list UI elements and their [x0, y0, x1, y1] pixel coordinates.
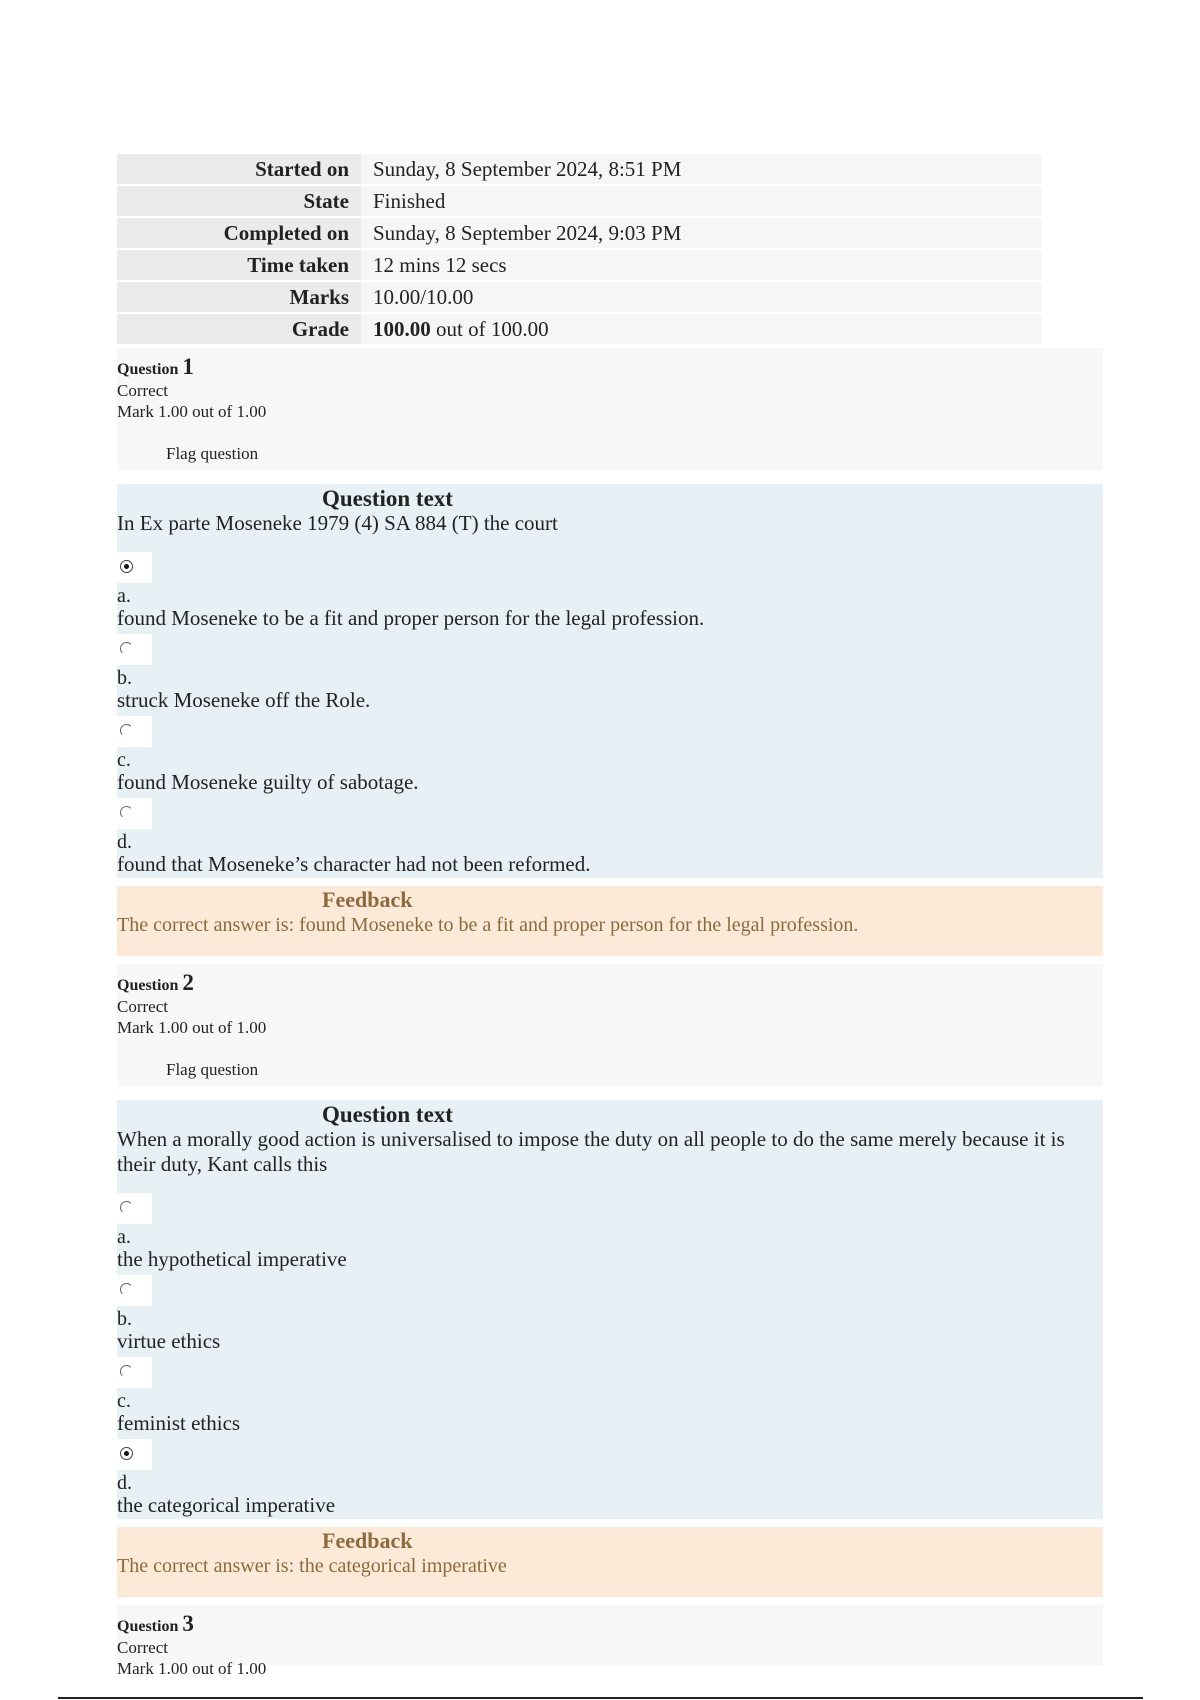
radio-button[interactable]: [120, 806, 133, 819]
summary-value: Finished: [361, 186, 1042, 216]
summary-value: Sunday, 8 September 2024, 9:03 PM: [361, 218, 1042, 248]
answer-letter: c.: [117, 749, 131, 771]
answer-option[interactable]: [117, 1353, 1103, 1435]
answer-list: [117, 1189, 1103, 1517]
answer-option[interactable]: [117, 1435, 1103, 1517]
question-1-feedback: [117, 886, 1103, 956]
summary-row: [117, 282, 1042, 312]
answer-text: found that Moseneke’s character had not been reformed.: [117, 852, 591, 876]
feedback-heading: Feedback: [322, 887, 413, 912]
radio-button[interactable]: [120, 1283, 133, 1296]
radio-button[interactable]: [120, 724, 133, 737]
question-state: Correct: [117, 997, 168, 1016]
question-1-content: [117, 484, 1103, 878]
summary-row: [117, 218, 1042, 248]
grade-value: 100.00: [373, 316, 431, 341]
answer-letter: b.: [117, 1308, 132, 1330]
feedback-heading: Feedback: [322, 1528, 413, 1553]
answer-letter: d.: [117, 1472, 132, 1494]
radio-button-checked[interactable]: [120, 560, 133, 573]
quiz-review-page: [117, 152, 1103, 1678]
summary-label: State: [117, 186, 361, 216]
answer-letter: b.: [117, 667, 132, 689]
summary-value: [361, 314, 1042, 344]
summary-label: Grade: [117, 314, 361, 344]
grade-out-of: out of 100.00: [430, 316, 549, 341]
radio-button[interactable]: [120, 1201, 133, 1214]
radio-button[interactable]: [120, 1365, 133, 1378]
question-state: Correct: [117, 1638, 168, 1657]
question-text: In Ex parte Moseneke 1979 (4) SA 884 (T) the court: [117, 511, 558, 535]
answer-letter: d.: [117, 831, 132, 853]
question-2-feedback: [117, 1527, 1103, 1597]
feedback-text: The correct answer is: found Moseneke to be a fit and proper person for the legal profession.: [117, 914, 859, 936]
answer-option[interactable]: [117, 1271, 1103, 1353]
answer-text: virtue ethics: [117, 1329, 221, 1353]
question-2-info: [117, 964, 1103, 1086]
summary-row: [117, 314, 1042, 344]
summary-label: Time taken: [117, 250, 361, 280]
question-number: Question 1: [117, 354, 194, 379]
flag-question-link[interactable]: Flag question: [166, 444, 259, 463]
summary-row: [117, 186, 1042, 216]
answer-text: found Moseneke to be a fit and proper person for the legal profession.: [117, 606, 705, 630]
summary-value: Sunday, 8 September 2024, 8:51 PM: [361, 154, 1042, 184]
summary-label: Marks: [117, 282, 361, 312]
answer-text: the categorical imperative: [117, 1493, 336, 1517]
question-3-info: [117, 1605, 1103, 1678]
answer-option[interactable]: [117, 712, 1103, 794]
summary-row: [117, 154, 1042, 184]
feedback-text: The correct answer is: the categorical imperative: [117, 1555, 507, 1577]
answer-list: [117, 548, 1103, 876]
question-2-content: [117, 1100, 1103, 1519]
question-text-heading: Question text: [322, 1102, 453, 1127]
answer-text: the hypothetical imperative: [117, 1247, 347, 1271]
radio-button[interactable]: [120, 642, 133, 655]
question-grade: Mark 1.00 out of 1.00: [117, 1018, 267, 1037]
page-divider: [58, 1697, 1143, 1699]
answer-letter: a.: [117, 585, 131, 607]
question-text: When a morally good action is universalised to impose the duty on all people to do the same merely because it is their duty, Kant calls this: [117, 1127, 1065, 1176]
answer-option[interactable]: [117, 548, 1103, 630]
summary-value: 12 mins 12 secs: [361, 250, 1042, 280]
question-number: Question 2: [117, 970, 194, 995]
answer-option[interactable]: [117, 1189, 1103, 1271]
question-state: Correct: [117, 381, 168, 400]
answer-letter: c.: [117, 1390, 131, 1412]
answer-text: struck Moseneke off the Role.: [117, 688, 371, 712]
question-grade: Mark 1.00 out of 1.00: [117, 1659, 267, 1678]
answer-option[interactable]: [117, 794, 1103, 876]
attempt-summary-table: [117, 152, 1042, 346]
flag-question-link[interactable]: Flag question: [166, 1060, 259, 1079]
summary-row: [117, 250, 1042, 280]
question-text-heading: Question text: [322, 486, 453, 511]
answer-text: feminist ethics: [117, 1411, 241, 1435]
summary-label: Completed on: [117, 218, 361, 248]
summary-value: 10.00/10.00: [361, 282, 1042, 312]
answer-text: found Moseneke guilty of sabotage.: [117, 770, 419, 794]
summary-label: Started on: [117, 154, 361, 184]
answer-option[interactable]: [117, 630, 1103, 712]
radio-button-checked[interactable]: [120, 1447, 133, 1460]
question-1-info: [117, 348, 1103, 470]
answer-letter: a.: [117, 1226, 131, 1248]
question-number: Question 3: [117, 1611, 194, 1636]
question-grade: Mark 1.00 out of 1.00: [117, 402, 267, 421]
